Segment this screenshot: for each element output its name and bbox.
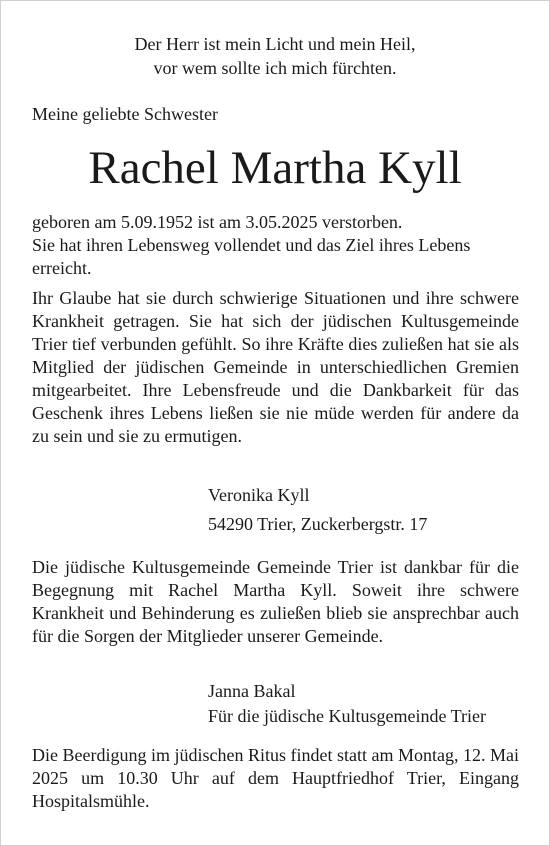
faith-paragraph: Ihr Glaube hat sie durch schwierige Situationen und ihre schwere Krankheit getragen. Sie hat sich der jüdischen Kultusgemeinde Trier tief verbunden gefühlt. So ihre Kräfte dies zuließen hat sie als Mitglied der jüdischen Gemeinde in unterschiedlichen Gremien mitgearbeitet. Ihre Lebensfreude und die Dankbarkeit für das Geschenk ihres Lebens ließen sie nie müde werden für andere da zu sein und sie zu ermutigen. <box>32 288 519 446</box>
community-paragraph: Die jüdische Kultusgemeinde Gemeinde Trier ist dankbar für die Begegnung mit Rachel Martha Kyll. Soweit ihre schwere Krankheit und Behinderung es zuließen blieb sie ansprechbar auch für die Sorgen der Mitglieder unserer Gemeinde. <box>32 557 519 646</box>
bible-quote <box>0 32 550 80</box>
lifepath-text: Sie hat ihren Lebensweg vollendet und das Ziel ihres Lebens erreicht. <box>32 235 471 278</box>
quote-line-1: Der Herr ist mein Licht und mein Heil, <box>134 34 416 54</box>
intro-text: Meine geliebte Schwester <box>32 104 218 124</box>
quote-line-2: vor wem sollte ich mich fürchten. <box>153 58 397 78</box>
signer1-name: Veronika Kyll <box>208 485 310 505</box>
signer2-name: Janna Bakal <box>208 681 296 701</box>
signer1-address: 54290 Trier, Zuckerbergstr. 17 <box>208 514 428 534</box>
deceased-name: Rachel Martha Kyll <box>88 142 462 194</box>
signer2-role: Für die jüdische Kultusgemeinde Trier <box>208 706 486 726</box>
funeral-paragraph: Die Beerdigung im jüdischen Ritus findet statt am Montag, 12. Mai 2025 um 10.30 Uhr auf dem Hauptfriedhof Trier, Eingang Hospitalsmühle. <box>32 745 519 811</box>
dates-line: geboren am 5.09.1952 ist am 3.05.2025 verstorben. <box>32 212 403 232</box>
